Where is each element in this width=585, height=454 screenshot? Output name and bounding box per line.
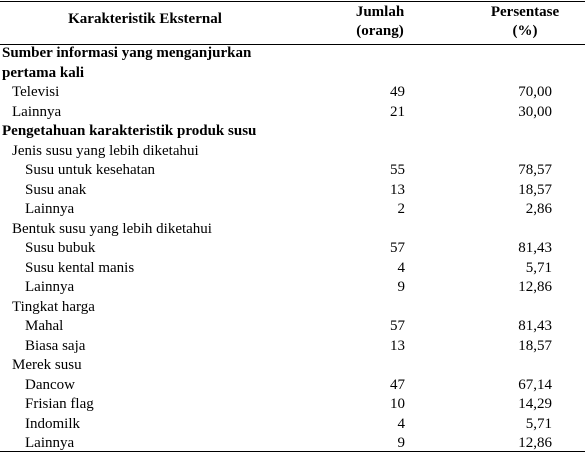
- cell-jumlah: 4: [397, 259, 405, 276]
- cell-jumlah: 57: [390, 318, 405, 334]
- row-label: Susu untuk kesehatan: [25, 162, 155, 178]
- header-persentase: [470, 3, 580, 41]
- group-heading-row: [0, 142, 585, 162]
- cell-persentase: 2,86: [525, 201, 552, 217]
- row-label: Mahal: [25, 318, 64, 334]
- table-row: [0, 337, 585, 357]
- table-row: [0, 103, 585, 123]
- table-row: [0, 200, 585, 220]
- cell-jumlah: 47: [390, 376, 405, 393]
- row-label: Lainnya: [12, 103, 62, 120]
- cell-persentase: 81,43: [518, 240, 552, 256]
- row-label: Lainnya: [25, 279, 75, 295]
- table-row: [0, 395, 585, 415]
- cell-persentase: 78,57: [518, 162, 552, 178]
- cell-jumlah: 49: [390, 84, 405, 100]
- group-heading-row: [0, 220, 585, 240]
- cell-persentase: 30,00: [518, 103, 552, 120]
- row-label: Pengetahuan karakteristik produk susu: [2, 123, 257, 139]
- header-persentase-line2: (%): [512, 23, 538, 39]
- row-label: Jenis susu yang lebih diketahui: [12, 142, 199, 159]
- table-row: [0, 317, 585, 337]
- row-label: Indomilk: [25, 415, 80, 432]
- cell-persentase: 12,86: [518, 279, 552, 295]
- section-heading-row: [0, 122, 585, 142]
- header-jumlah: [340, 3, 420, 41]
- cell-persentase: 67,14: [518, 376, 552, 393]
- cell-jumlah: 4: [397, 415, 405, 432]
- group-heading-row: [0, 298, 585, 318]
- cell-persentase: 18,57: [518, 337, 552, 354]
- cell-jumlah: 55: [390, 162, 405, 178]
- cell-jumlah: 57: [390, 240, 405, 256]
- row-label: Lainnya: [25, 435, 75, 451]
- cell-persentase: 5,71: [525, 415, 552, 432]
- table-row: [0, 83, 585, 103]
- row-label: Tingkat harga: [12, 298, 95, 315]
- row-label: Susu anak: [25, 181, 87, 198]
- section-heading-row: [0, 64, 585, 84]
- header-jumlah-line1: Jumlah: [355, 4, 405, 20]
- table-row: [0, 278, 585, 298]
- row-label: Biasa saja: [25, 337, 86, 354]
- cell-jumlah: 10: [390, 396, 405, 412]
- row-label: Televisi: [12, 84, 60, 100]
- cell-persentase: 70,00: [518, 84, 552, 100]
- table-row: [0, 161, 585, 181]
- table-row: [0, 181, 585, 201]
- table-row: [0, 239, 585, 259]
- header-karakteristik: Karakteristik Eksternal: [68, 11, 222, 27]
- cell-persentase: 18,57: [518, 181, 552, 198]
- cell-persentase: 5,71: [525, 259, 552, 276]
- row-label: Dancow: [25, 376, 75, 393]
- cell-jumlah: 2: [397, 201, 405, 217]
- row-label: Sumber informasi yang menganjurkan: [2, 45, 252, 61]
- header-persentase-line1: Persentase: [490, 4, 560, 20]
- table-row: [0, 415, 585, 435]
- group-heading-row: [0, 356, 585, 376]
- cell-persentase: 81,43: [518, 318, 552, 334]
- row-label: pertama kali: [2, 64, 85, 81]
- table-row: [0, 259, 585, 279]
- cell-persentase: 14,29: [518, 396, 552, 412]
- row-label: Susu kental manis: [25, 259, 135, 276]
- section-heading-row: [0, 44, 585, 64]
- table-bottom-rule: [0, 451, 585, 452]
- table-body: [0, 44, 585, 454]
- table-top-rule: [0, 1, 585, 2]
- row-label: Merek susu: [12, 357, 82, 373]
- row-label: Frisian flag: [25, 396, 94, 412]
- cell-persentase: 12,86: [518, 435, 552, 451]
- row-label: Susu bubuk: [25, 240, 96, 256]
- cell-jumlah: 13: [390, 337, 405, 354]
- table-row: [0, 376, 585, 396]
- row-label: Lainnya: [25, 201, 75, 217]
- cell-jumlah: 9: [397, 435, 405, 451]
- cell-jumlah: 13: [390, 181, 405, 198]
- cell-jumlah: 21: [390, 103, 405, 120]
- cell-jumlah: 9: [397, 279, 405, 295]
- row-label: Bentuk susu yang lebih diketahui: [12, 220, 212, 237]
- header-jumlah-line2: (orang): [356, 23, 404, 39]
